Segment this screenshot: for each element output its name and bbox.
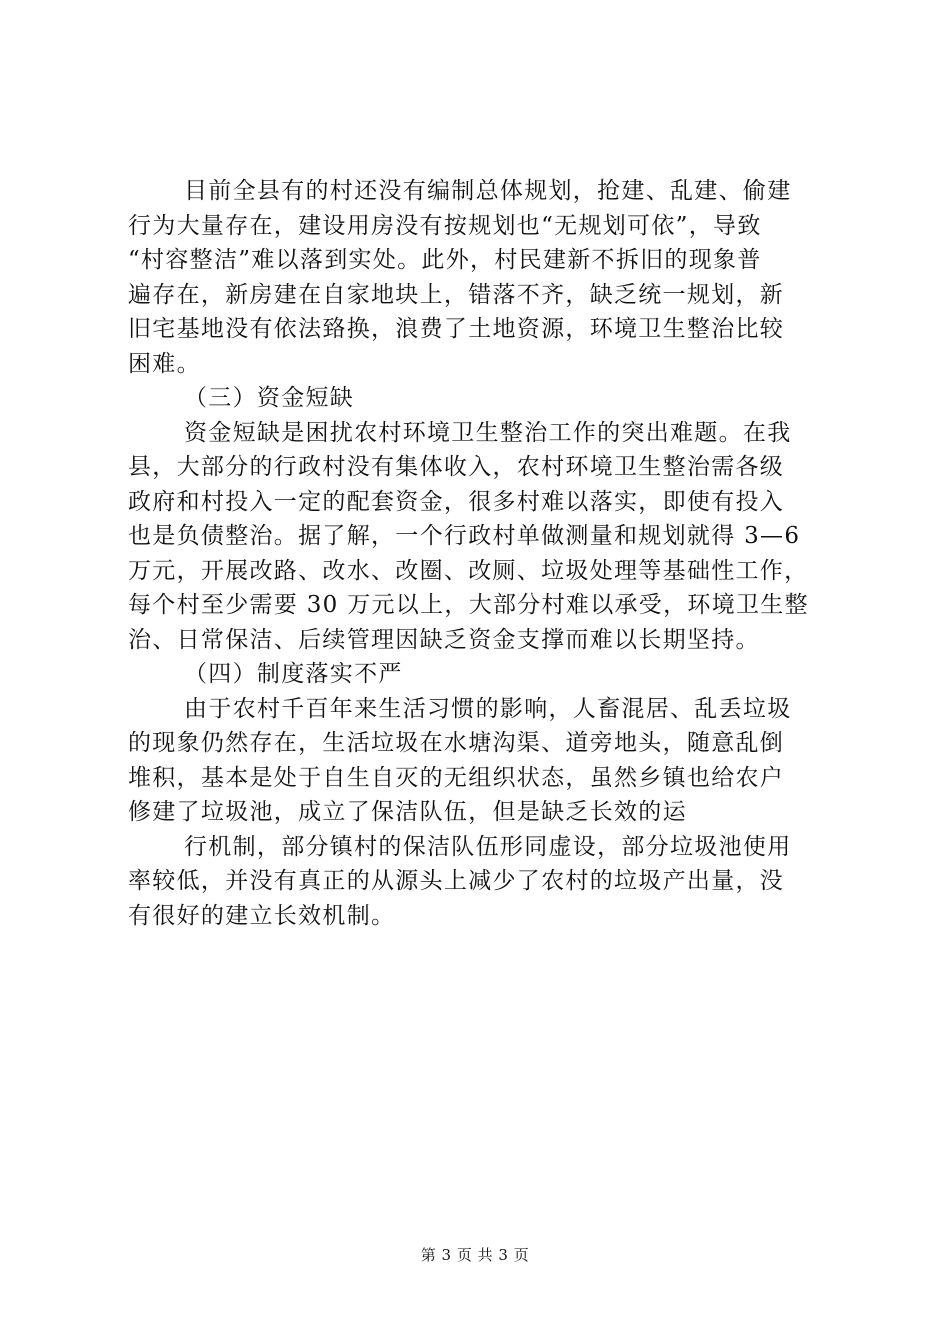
section-heading: （四）制度落实不严 [184, 661, 403, 687]
paragraph-line: 遍存在，新房建在自家地块上，错落不齐，缺乏统一规划，新 [128, 281, 785, 308]
paragraph-line: 率较低，并没有真正的从源头上减少了农村的垃圾产出量，没 [128, 868, 785, 894]
paragraph-line: 旧宅基地没有依法臵换，浪费了土地资源，环境卫生整治比较 [128, 316, 785, 342]
paragraph-line: 资金短缺是困扰农村环境卫生整治工作的突出难题。在我 [184, 419, 792, 446]
paragraph-line: 行机制，部分镇村的保洁队伍形同虚设，部分垃圾池使用 [184, 833, 792, 860]
paragraph-line: 困难。 [128, 350, 201, 377]
paragraph-line: 每个村至少需要 30 万元以上，大部分村难以承受，环境卫生整 [128, 592, 809, 618]
paragraph-line: 修建了垃圾池，成立了保洁队伍，但是缺乏长效的运 [128, 799, 687, 825]
paragraph-line: 的现象仍然存在，生活垃圾在水塘沟渠、道旁地头，随意乱倒 [128, 730, 785, 756]
paragraph-line: 也是负债整治。据了解，一个行政村单做测量和规划就得 3—6 [128, 523, 801, 549]
section-heading: （三）资金短缺 [184, 385, 355, 411]
paragraph-line: 目前全县有的村还没有编制总体规划，抢建、乱建、偷建 [184, 178, 792, 204]
paragraph-line: “村容整洁”难以落到实处。此外，村民建新不拆旧的现象普 [128, 247, 762, 273]
paragraph-line: 县，大部分的行政村没有集体收入，农村环境卫生整治需各级 [128, 454, 785, 480]
document-body [128, 174, 838, 933]
paragraph-line: 有很好的建立长效机制。 [128, 902, 396, 929]
paragraph-line: 由于农村千百年来生活习惯的影响，人畜混居、乱丢垃圾 [184, 695, 792, 722]
paragraph-line: 治、日常保洁、后续管理因缺乏资金支撑而难以长期坚持。 [128, 626, 760, 653]
paragraph-line: 政府和村投入一定的配套资金，很多村难以落实，即使有投入 [128, 488, 785, 515]
page-number-footer: 第 3 页 共 3 页 [420, 1246, 530, 1264]
paragraph-line: 万元，开展改路、改水、改圈、改厕、垃圾处理等基础性工作， [128, 557, 809, 584]
paragraph-line: 行为大量存在，建设用房没有按规划也“无规划可依”，导致 [128, 212, 762, 239]
paragraph-line: 堆积，基本是处于自生自灭的无组织状态，虽然乡镇也给农户 [128, 764, 785, 791]
